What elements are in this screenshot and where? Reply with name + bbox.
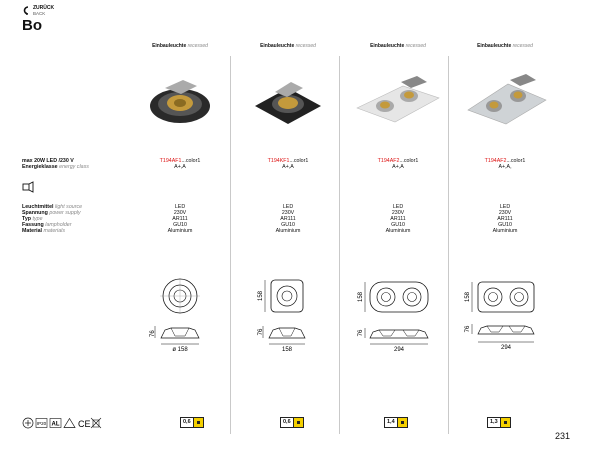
- column-heading: Einbauleuchte recessed: [370, 43, 426, 49]
- dimension-side: 158: [358, 291, 364, 303]
- protection-class-icon: [23, 418, 33, 428]
- weee-icon: [91, 418, 101, 428]
- aluminium-icon: [50, 419, 61, 428]
- product-image-square: [233, 68, 343, 130]
- dimension-width: 294: [500, 345, 512, 351]
- dimmable-icon: [22, 181, 36, 193]
- power-supply: 230V: [391, 210, 405, 216]
- dimension-width: 158: [281, 347, 293, 353]
- technical-drawing-square: [233, 278, 343, 356]
- back-label: ZURÜCK: [33, 5, 55, 11]
- page-number: 231: [554, 431, 570, 441]
- product-image-double-grey: [450, 68, 560, 130]
- column-heading: Einbauleuchte recessed: [260, 43, 316, 49]
- label-type: Typ type: [22, 216, 43, 222]
- material: Aluminium: [385, 228, 411, 234]
- energy-badge: 0,6: [180, 417, 204, 428]
- label-energy: Energieklasse energy class: [22, 164, 89, 170]
- dimension-side: 158: [258, 290, 264, 302]
- dimension-width: ø 158: [172, 347, 188, 353]
- technical-drawing-round: [125, 278, 235, 356]
- lampholder: GU10: [498, 222, 512, 228]
- material: Aluminium: [492, 228, 518, 234]
- energy-class: A+,A: [282, 164, 294, 170]
- light-source: LED: [392, 204, 404, 210]
- product-code: T194AF2...color1: [484, 158, 526, 164]
- label-source: Leuchtmittel light source: [22, 204, 83, 210]
- label-power: max 20W LED /230 V: [22, 158, 74, 164]
- power-supply: 230V: [498, 210, 512, 216]
- technical-drawing-double: [343, 278, 453, 356]
- page-title: Bo: [22, 17, 42, 34]
- light-source: LED: [174, 204, 186, 210]
- label-material: Material materials: [22, 228, 66, 234]
- flammable-icon: [64, 419, 75, 428]
- dimension-side: 158: [465, 291, 471, 303]
- product-image-round: [125, 68, 235, 130]
- column-heading: Einbauleuchte recessed: [477, 43, 533, 49]
- dimension-width: 294: [393, 347, 405, 353]
- lamp-type: AR111: [390, 216, 406, 222]
- svg-text:IP20: IP20: [36, 421, 47, 426]
- svg-text:AL: AL: [51, 421, 60, 428]
- energy-class: A+,A,: [498, 164, 512, 170]
- power-supply: 230V: [173, 210, 187, 216]
- product-code: T194KF1...color1: [267, 158, 309, 164]
- label-supply: Spannung power supply: [22, 210, 81, 216]
- dimension-height: 76: [465, 325, 471, 333]
- lamp-type: AR111: [280, 216, 296, 222]
- lamp-type: AR111: [497, 216, 513, 222]
- lampholder: GU10: [391, 222, 405, 228]
- column-heading: Einbauleuchte recessed: [152, 43, 208, 49]
- energy-class: A+,A: [174, 164, 186, 170]
- energy-badge: 0,6: [280, 417, 304, 428]
- power-supply: 230V: [281, 210, 295, 216]
- product-code: T194AF1...color1: [159, 158, 201, 164]
- lampholder: GU10: [173, 222, 187, 228]
- material: Aluminium: [275, 228, 301, 234]
- label-holder: Fassung lampholder: [22, 222, 72, 228]
- dimension-height: 76: [150, 330, 156, 337]
- lamp-type: AR111: [172, 216, 188, 222]
- energy-badge: 1,4: [384, 417, 408, 428]
- back-link[interactable]: [22, 6, 54, 16]
- technical-drawing-double-square: [450, 278, 560, 356]
- light-source: LED: [282, 204, 294, 210]
- dimension-height: 76: [358, 329, 364, 337]
- arrow-back-icon: [22, 6, 30, 15]
- product-image-double-white: [343, 68, 453, 130]
- energy-badge: 1,3: [487, 417, 511, 428]
- material: Aluminium: [167, 228, 193, 234]
- certification-icons: [22, 417, 112, 429]
- energy-class: A+,A: [392, 164, 404, 170]
- light-source: LED: [499, 204, 511, 210]
- lampholder: GU10: [281, 222, 295, 228]
- product-code: T194AF2...color1: [377, 158, 419, 164]
- ip20-icon: [36, 419, 47, 428]
- back-sub-label: BACK: [33, 11, 46, 16]
- dimension-height: 76: [258, 328, 264, 336]
- ce-icon: CE: [78, 419, 91, 429]
